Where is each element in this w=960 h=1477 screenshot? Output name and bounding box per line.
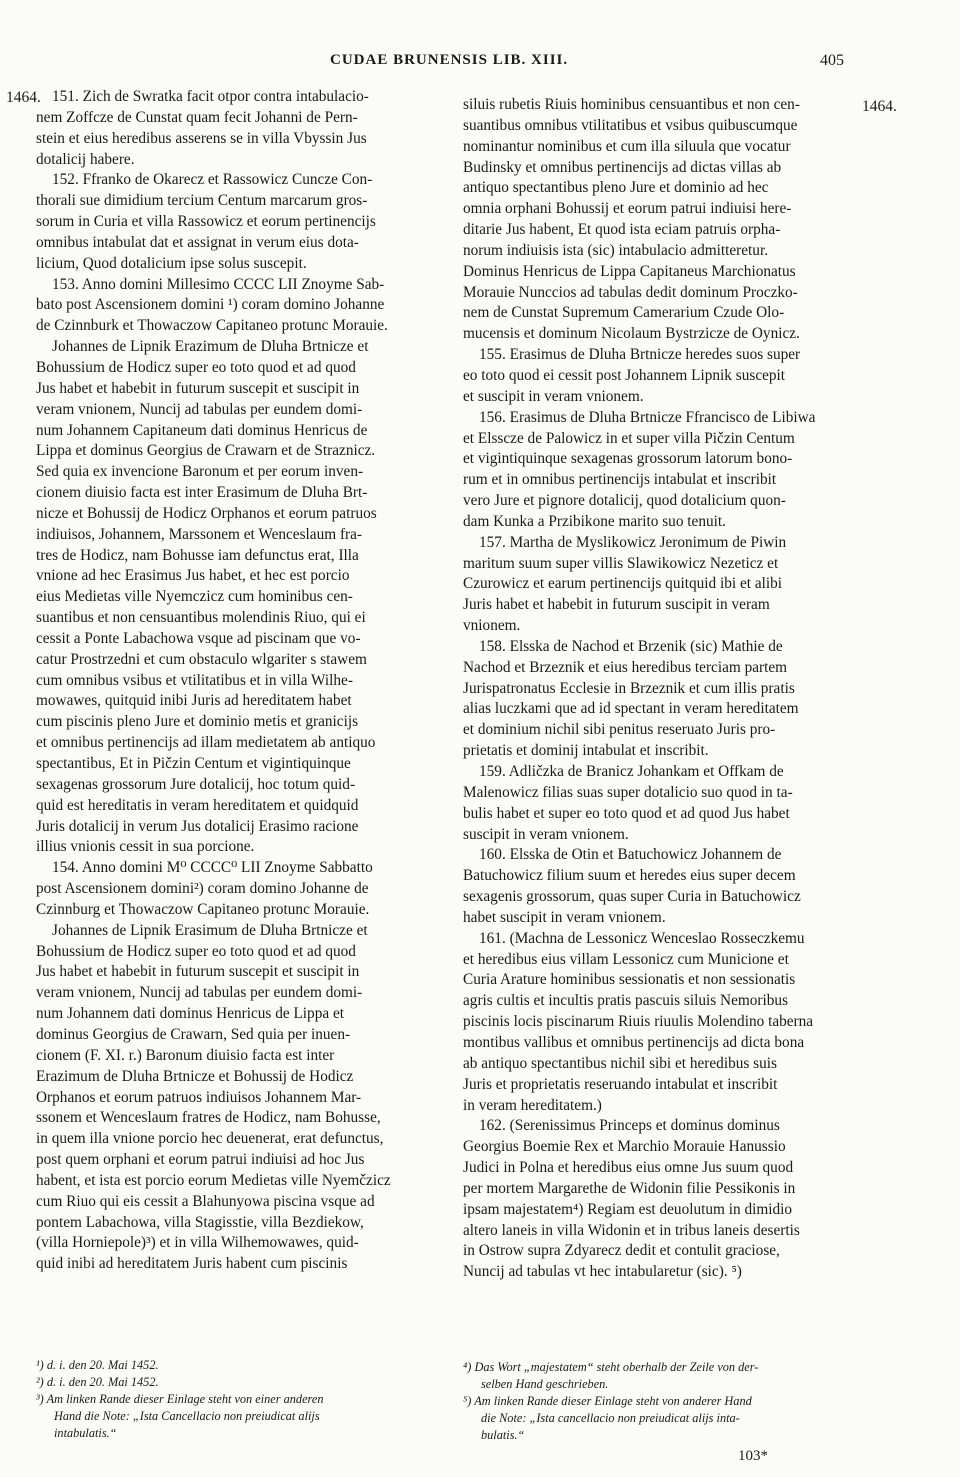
text-line: et Elsscze de Palowicz in et super villa Pičzin Centum	[463, 429, 795, 447]
text-line: veram vnionem, Nuncij ad tabulas per eundem domi-	[36, 984, 363, 1002]
text-line: ipsam majestatem⁴) Regiam est deuolutum in dimidio	[463, 1200, 793, 1218]
text-line: post Ascensionem domini²) coram domino Johanne de	[36, 880, 369, 898]
text-line: dotalicij habere.	[36, 150, 135, 168]
footnotes-right	[463, 1359, 863, 1444]
text-line: vnione ad hec Erasimus Jus habet, et hec est porcio	[36, 567, 350, 585]
footnote-line: bulatis.“	[481, 1428, 525, 1442]
text-line: bulis habet et super eo toto quod et ad quod Jus habet	[463, 804, 790, 822]
text-line: sexagenis grossorum, quas super Curia in Batuchowicz	[463, 888, 801, 906]
text-line: bato post Ascensionem domini ¹) coram domino Johanne	[36, 296, 385, 314]
footnote-line: ⁴) Das Wort „majestatem“ steht oberhalb der Zeile von der-	[463, 1360, 759, 1374]
text-line: suantibus et non censuantibus molendinis Riuo, qui ei	[36, 609, 366, 627]
text-line: thorali sue dimidium tercium Centum marcarum gros-	[36, 192, 368, 210]
text-line: alias luczkami que ad id spectant in veram hereditatem	[463, 700, 799, 718]
text-line: Bohussium de Hodicz super eo toto quod et ad quod	[36, 358, 356, 376]
text-line: num Johannem Capitaneum dati dominus Henricus de	[36, 421, 368, 439]
text-line: 153. Anno domini Millesimo CCCC LII Znoyme Sab-	[52, 275, 385, 293]
text-line: pontem Labachowa, villa Stagisstie, villa Bezdiekow,	[36, 1213, 364, 1231]
page-header	[0, 52, 960, 76]
text-line: nem de Cunstat Supremum Camerarium Czude Olo-	[463, 304, 785, 322]
footnote-line: Hand die Note: „Ista Cancellacio non preiudicat alijs	[54, 1409, 320, 1423]
text-line: cionem diuisio facta est inter Erasimum de Dluha Brt-	[36, 484, 368, 502]
text-line: cum Riuo qui eis cessit a Blahunyowa piscina vsque ad	[36, 1192, 375, 1210]
footnotes-left	[36, 1357, 436, 1442]
text-line: post quem orphani et eorum patrui indiuisi ad hoc Jus	[36, 1151, 365, 1169]
text-line: Batuchowicz filium suum et heredes eius super decem	[463, 867, 796, 885]
text-line: 152. Ffranko de Okarecz et Rassowicz Cuncze Con-	[52, 171, 373, 189]
text-line: agris cultis et incultis pratis pascuis siluis Nemoribus	[463, 992, 789, 1010]
text-line: omnibus intabulat dat et assignat in verum eius dota-	[36, 233, 359, 251]
text-line: nem Zoffcze de Cunstat quam fecit Johanni de Pern-	[36, 108, 358, 126]
text-line: mucensis et dominum Nicolaum Bystrzicze de Oynicz.	[463, 325, 800, 343]
text-line: et dominium nichil sibi penitus reseruato Juris pro-	[463, 721, 776, 739]
text-line: et suscipit in veram vnionem.	[463, 387, 644, 405]
text-line: 159. Adličzka de Branicz Johankam et Offkam de	[479, 763, 784, 780]
text-line: Juris habet et habebit in futurum suscipit in veram	[463, 596, 770, 614]
text-line: mowawes, quitquid inibi Juris ad hereditatem habet	[36, 692, 352, 710]
text-line: illius vnionis cessit in sua porcione.	[36, 838, 255, 856]
text-line: Juris et proprietatis reseruando intabulat et inscribit	[463, 1075, 778, 1093]
text-line: habent, et ista est porcio eorum Medietas ville Nyemčzicz	[36, 1171, 391, 1189]
text-line: dominus Georgius de Crawarn, Sed quia per inuen-	[36, 1025, 351, 1043]
text-line: indiuisos, Johannem, Marssonem et Wenceslaum fra-	[36, 525, 363, 543]
text-line: 158. Elsska de Nachod et Brzenik (sic) Mathie de	[479, 637, 783, 655]
text-line: 161. (Machna de Lessonicz Wenceslao Rosseczkemu	[479, 929, 805, 947]
text-line: prietatis et dominij intabulat et inscribit.	[463, 742, 709, 760]
text-line: 160. Elsska de Otin et Batuchowicz Johannem de	[479, 846, 782, 864]
text-line: in Ostrow supra Zdyarecz dedit et contulit graciose,	[463, 1242, 780, 1260]
footnote-line: ¹) d. i. den 20. Mai 1452.	[36, 1358, 159, 1372]
text-line: Dominus Henricus de Lippa Capitaneus Marchionatus	[463, 262, 796, 280]
text-line: omnia orphani Bohussij et eorum patrui indiuisi here-	[463, 200, 792, 218]
footnote-line: ³) Am linken Rande dieser Einlage steht von einer anderen	[36, 1392, 324, 1406]
text-line: antiquo spectantibus pleno Jure et dominio ad hec	[463, 179, 769, 197]
running-title: CUDAE BRUNENSIS LIB. XIII.	[330, 52, 569, 68]
text-line: Juris dotalicij in verum Jus dotalicij Erasimo racione	[36, 817, 359, 835]
text-line: suscipit in veram vnionem.	[463, 825, 629, 843]
footnote-line: selben Hand geschrieben.	[481, 1377, 609, 1391]
text-line: Sed quia ex invencione Baronum et per eorum inven-	[36, 463, 364, 481]
sheet-signature: 103*	[738, 1448, 768, 1464]
text-line: Georgius Boemie Rex et Marchio Morauie Hanussio	[463, 1138, 786, 1156]
text-line: sorum in Curia et villa Rassowicz et eorum pertinencijs	[36, 213, 376, 231]
text-line: Curia Arature hominibus sessionatis et non sessionatis	[463, 971, 796, 989]
text-line: 162. (Serenissimus Princeps et dominus dominus	[479, 1117, 780, 1135]
text-line: vero Jure et pignore dotalicij, quod dotalicium quon-	[463, 492, 786, 510]
text-line: Judici in Polna et heredibus eius omne Jus suum quod	[463, 1159, 794, 1177]
text-line: Nachod et Brzeznik et eius heredibus terciam partem	[463, 658, 788, 676]
text-line: in quem illa vnione porcio hec deuenerat, erat defunctus,	[36, 1130, 384, 1148]
text-line: habet suscipit in veram vnionem.	[463, 908, 666, 926]
text-line: piscinis locis piscinarum Riuis riuulis Molendino taberna	[463, 1013, 814, 1031]
text-line: 155. Erasimus de Dluha Brtnicze heredes suos super	[479, 346, 801, 364]
text-line: veram vnionem, Nuncij ad tabulas per eundem domi-	[36, 400, 363, 418]
text-line: norum indiuisis ista (sic) intabulacio admitteretur.	[463, 241, 769, 259]
text-line: Malenowicz filias suas super dotalicio suo quod in ta-	[463, 783, 793, 801]
text-line: Johannes de Lipnik Erasimum de Dluha Brtnicze et	[52, 921, 368, 939]
text-line: stein et eius heredibus asserens se in villa Vbyssin Jus	[36, 129, 367, 147]
text-line: quid est hereditatis in veram hereditatem et quidquid	[36, 796, 359, 814]
text-line: siluis rubetis Riuis hominibus censuantibus et non cen-	[463, 96, 800, 113]
text-line: nicze et Bohussij de Hodicz Orphanos et eorum patruos	[36, 504, 377, 522]
left-text-column	[36, 87, 442, 1275]
text-line: catur Prostrzedni et cum obstaculo wlgariter s stawem	[36, 650, 367, 668]
footnote-line: ²) d. i. den 20. Mai 1452.	[36, 1375, 159, 1389]
text-line: Orphanos et eorum patruos indiuisos Johannem Mar-	[36, 1088, 362, 1106]
text-line: Jurispatronatus Ecclesie in Brzeznik et cum illis pratis	[463, 679, 795, 697]
text-line: maritum suum super villis Slawikowicz Nezeticz et	[463, 554, 779, 572]
text-line: et heredibus eius villam Lessonicz cum Municione et	[463, 950, 789, 968]
text-line: suantibus omnibus vtilitatibus et vsibus quibuscumque	[463, 116, 798, 134]
text-line: Czinnburg et Thowaczow Capitaneo protunc Morauie.	[36, 900, 370, 918]
text-line: 151. Zich de Swratka facit otpor contra intabulacio-	[52, 88, 369, 105]
text-line: Czurowicz et earum pertinencijs quitquid ibi et alibi	[463, 575, 783, 593]
text-line: Johannes de Lipnik Erazimum de Dluha Brtnicze et	[52, 338, 369, 356]
text-line: Nuncij ad tabulas vt hec intabularetur (sic). ⁵)	[463, 1263, 742, 1281]
text-line: Erazimum de Dluha Brtnicze et Bohussij de Hodicz	[36, 1067, 354, 1085]
text-line: per mortem Margarethe de Widonin filie Pessikonis in	[463, 1179, 796, 1197]
text-line: (villa Horniepole)³) et in villa Wilhemowawes, quid-	[36, 1234, 359, 1252]
margin-year-left: 1464.	[6, 89, 41, 106]
text-line: tres de Hodicz, nam Bohusse iam defunctus erat, Illa	[36, 546, 359, 564]
text-line: vnionem.	[463, 617, 521, 635]
text-line: quid inibi ad hereditatem Juris habent cum piscinis	[36, 1255, 348, 1273]
text-line: Lippa et dominus Georgius de Crawarn et de Straznicz.	[36, 442, 376, 460]
page-number: 405	[820, 52, 844, 69]
text-line: montibus vallibus et omnibus pertinencijs ad dicta bona	[463, 1033, 805, 1051]
text-line: eius Medietas ville Nyemczicz cum hominibus cen-	[36, 588, 353, 606]
text-line: rum et in omnibus pertinencijs intabulat et inscribit	[463, 471, 777, 489]
text-line: num Johannem dati dominus Henricus de Lippa et	[36, 1005, 344, 1023]
text-line: ab antiquo spectantibus nichil sibi et heredibus suis	[463, 1054, 777, 1072]
text-line: dam Kunka a Przibikone marito suo tenuit.	[463, 512, 726, 530]
footnote-line: intabulatis.“	[54, 1426, 117, 1440]
text-line: nominantur nominibus et cum illa siluula que vocatur	[463, 137, 791, 155]
text-line: Bohussium de Hodicz super eo toto quod et ad quod	[36, 942, 356, 960]
text-line: cum omnibus vsibus et vtilitatibus et in villa Wilhe-	[36, 671, 353, 689]
text-line: altero laneis in villa Widonin et in tribus laneis desertis	[463, 1221, 800, 1239]
text-line: sexagenas grossorum Jure dotalicij, hoc totum quid-	[36, 775, 356, 793]
text-line: 157. Martha de Myslikowicz Jeronimum de Piwin	[479, 533, 787, 551]
text-line: 154. Anno domini M⁰ CCCC⁰ LII Znoyme Sabbatto	[52, 859, 373, 877]
text-line: de Czinnburk et Thowaczow Capitaneo protunc Morauie.	[36, 317, 388, 335]
text-line: in veram hereditatem.)	[463, 1096, 602, 1114]
footnote-line: die Note: „Ista cancellacio non preiudicat alijs inta-	[481, 1411, 740, 1425]
text-line: 156. Erasimus de Dluha Brtnicze Ffrancisco de Libiwa	[479, 408, 816, 426]
text-line: et vigintiquinque sexagenas grossorum latorum bono-	[463, 450, 793, 468]
text-line: cessit a Ponte Labachowa vsque ad piscinam que vo-	[36, 629, 361, 647]
text-line: ssonem et Wenceslaum fratres de Hodicz, nam Bohusse,	[36, 1109, 381, 1127]
right-text-column	[463, 95, 859, 1283]
text-line: spectantibus, Et in Pičzin Centum et vigintiquinque	[36, 755, 351, 772]
text-line: Jus habet et habebit in futurum suscepit et suscipit in	[36, 379, 360, 397]
text-line: ditarie Jus habent, Et quod ista eciam patruis orpha-	[463, 221, 781, 239]
footnote-line: ⁵) Am linken Rande dieser Einlage steht von anderer Hand	[463, 1394, 752, 1408]
text-line: Budinsky et omnibus pertinencijs ad dictas villas ab	[463, 158, 782, 176]
text-line: Morauie Nunccios ad tabulas dedit dominum Proczko-	[463, 283, 798, 301]
text-line: Jus habet et habebit in futurum suscepit et suscipit in	[36, 963, 360, 981]
text-line: licium, Quod dotalicium ipse solus suscepit.	[36, 254, 307, 272]
text-line: cum piscinis pleno Jure et dominio metis et granicijs	[36, 713, 359, 731]
margin-year-right: 1464.	[862, 98, 897, 115]
text-line: et omnibus pertinencijs ad illam medietatem ab antiquo	[36, 734, 376, 752]
text-line: cionem (F. XI. r.) Baronum diuisio facta est inter	[36, 1046, 335, 1064]
text-line: eo toto quod ei cessit post Johannem Lipnik suscepit	[463, 366, 786, 384]
